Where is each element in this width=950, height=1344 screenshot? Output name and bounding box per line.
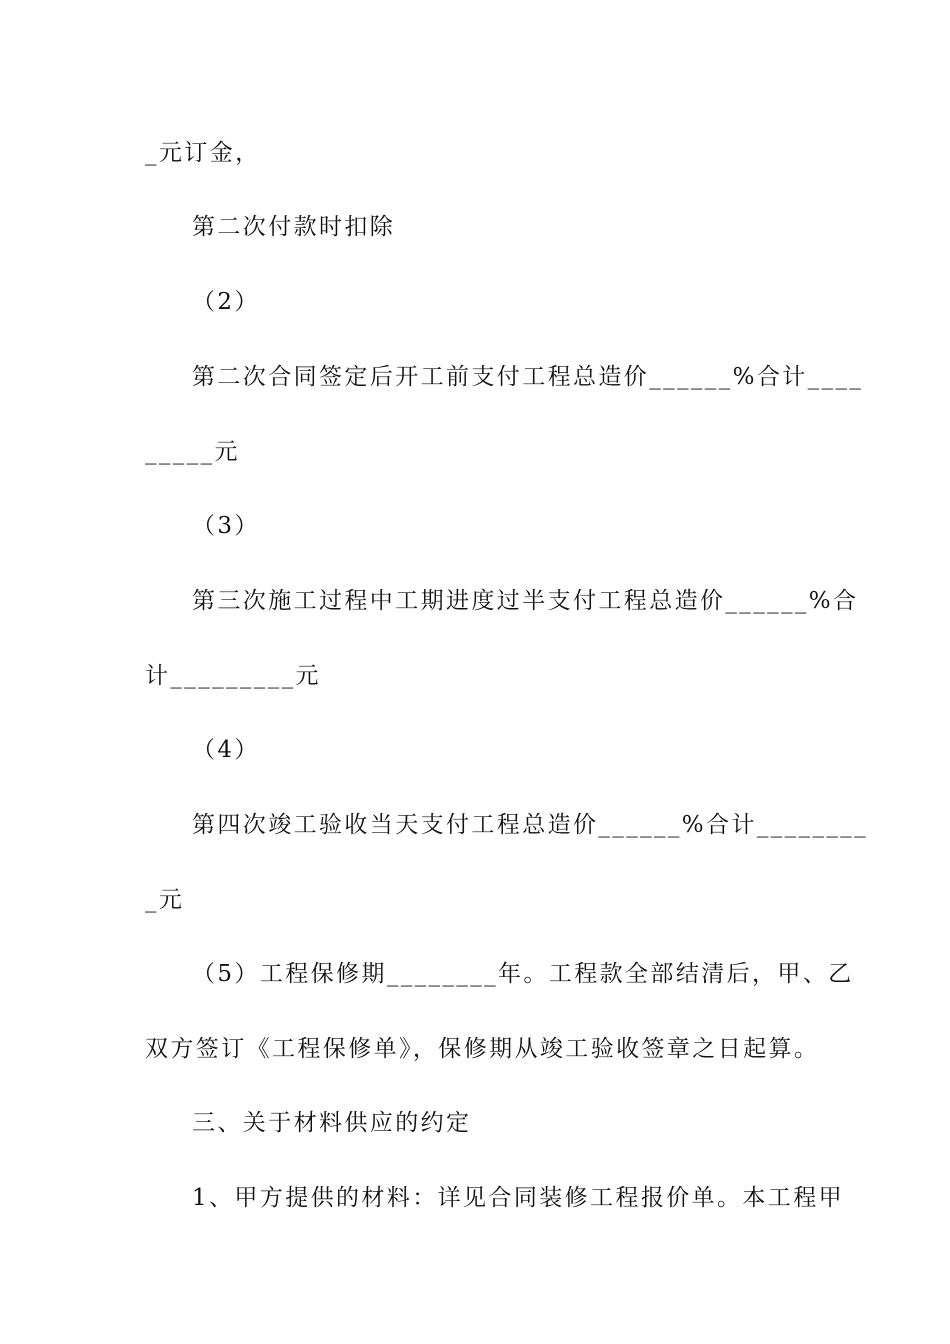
text-line-third-payment-cont: 计_________元 — [145, 663, 321, 689]
text-line-warranty: （5）工程保修期________年。工程款全部结清后，甲、乙 — [192, 961, 854, 987]
text-line-third-payment: 第三次施工过程中工期进度过半支付工程总造价______%合 — [192, 588, 859, 614]
text-line-deposit: _元订金， — [145, 140, 261, 166]
text-line-materials-1: 1、甲方提供的材料：详见合同装修工程报价单。本工程甲 — [192, 1185, 845, 1211]
text-line-second-payment: 第二次合同签定后开工前支付工程总造价______%合计____ — [192, 364, 864, 390]
text-line-fourth-payment: 第四次竣工验收当天支付工程总造价______%合计________ — [192, 812, 869, 838]
item-number-3: （3） — [192, 513, 260, 539]
item-number-4: （4） — [192, 737, 260, 763]
item-number-2: （2） — [192, 289, 260, 315]
text-line-fourth-payment-cont: _元 — [145, 887, 185, 913]
section-heading-materials: 三、关于材料供应的约定 — [192, 1110, 472, 1136]
text-line-deduct-second-payment: 第二次付款时扣除 — [192, 214, 396, 240]
text-line-warranty-cont: 双方签订《工程保修单》，保修期从竣工验收签章之日起算。 — [145, 1036, 820, 1062]
text-line-second-payment-cont: _____元 — [145, 439, 240, 465]
